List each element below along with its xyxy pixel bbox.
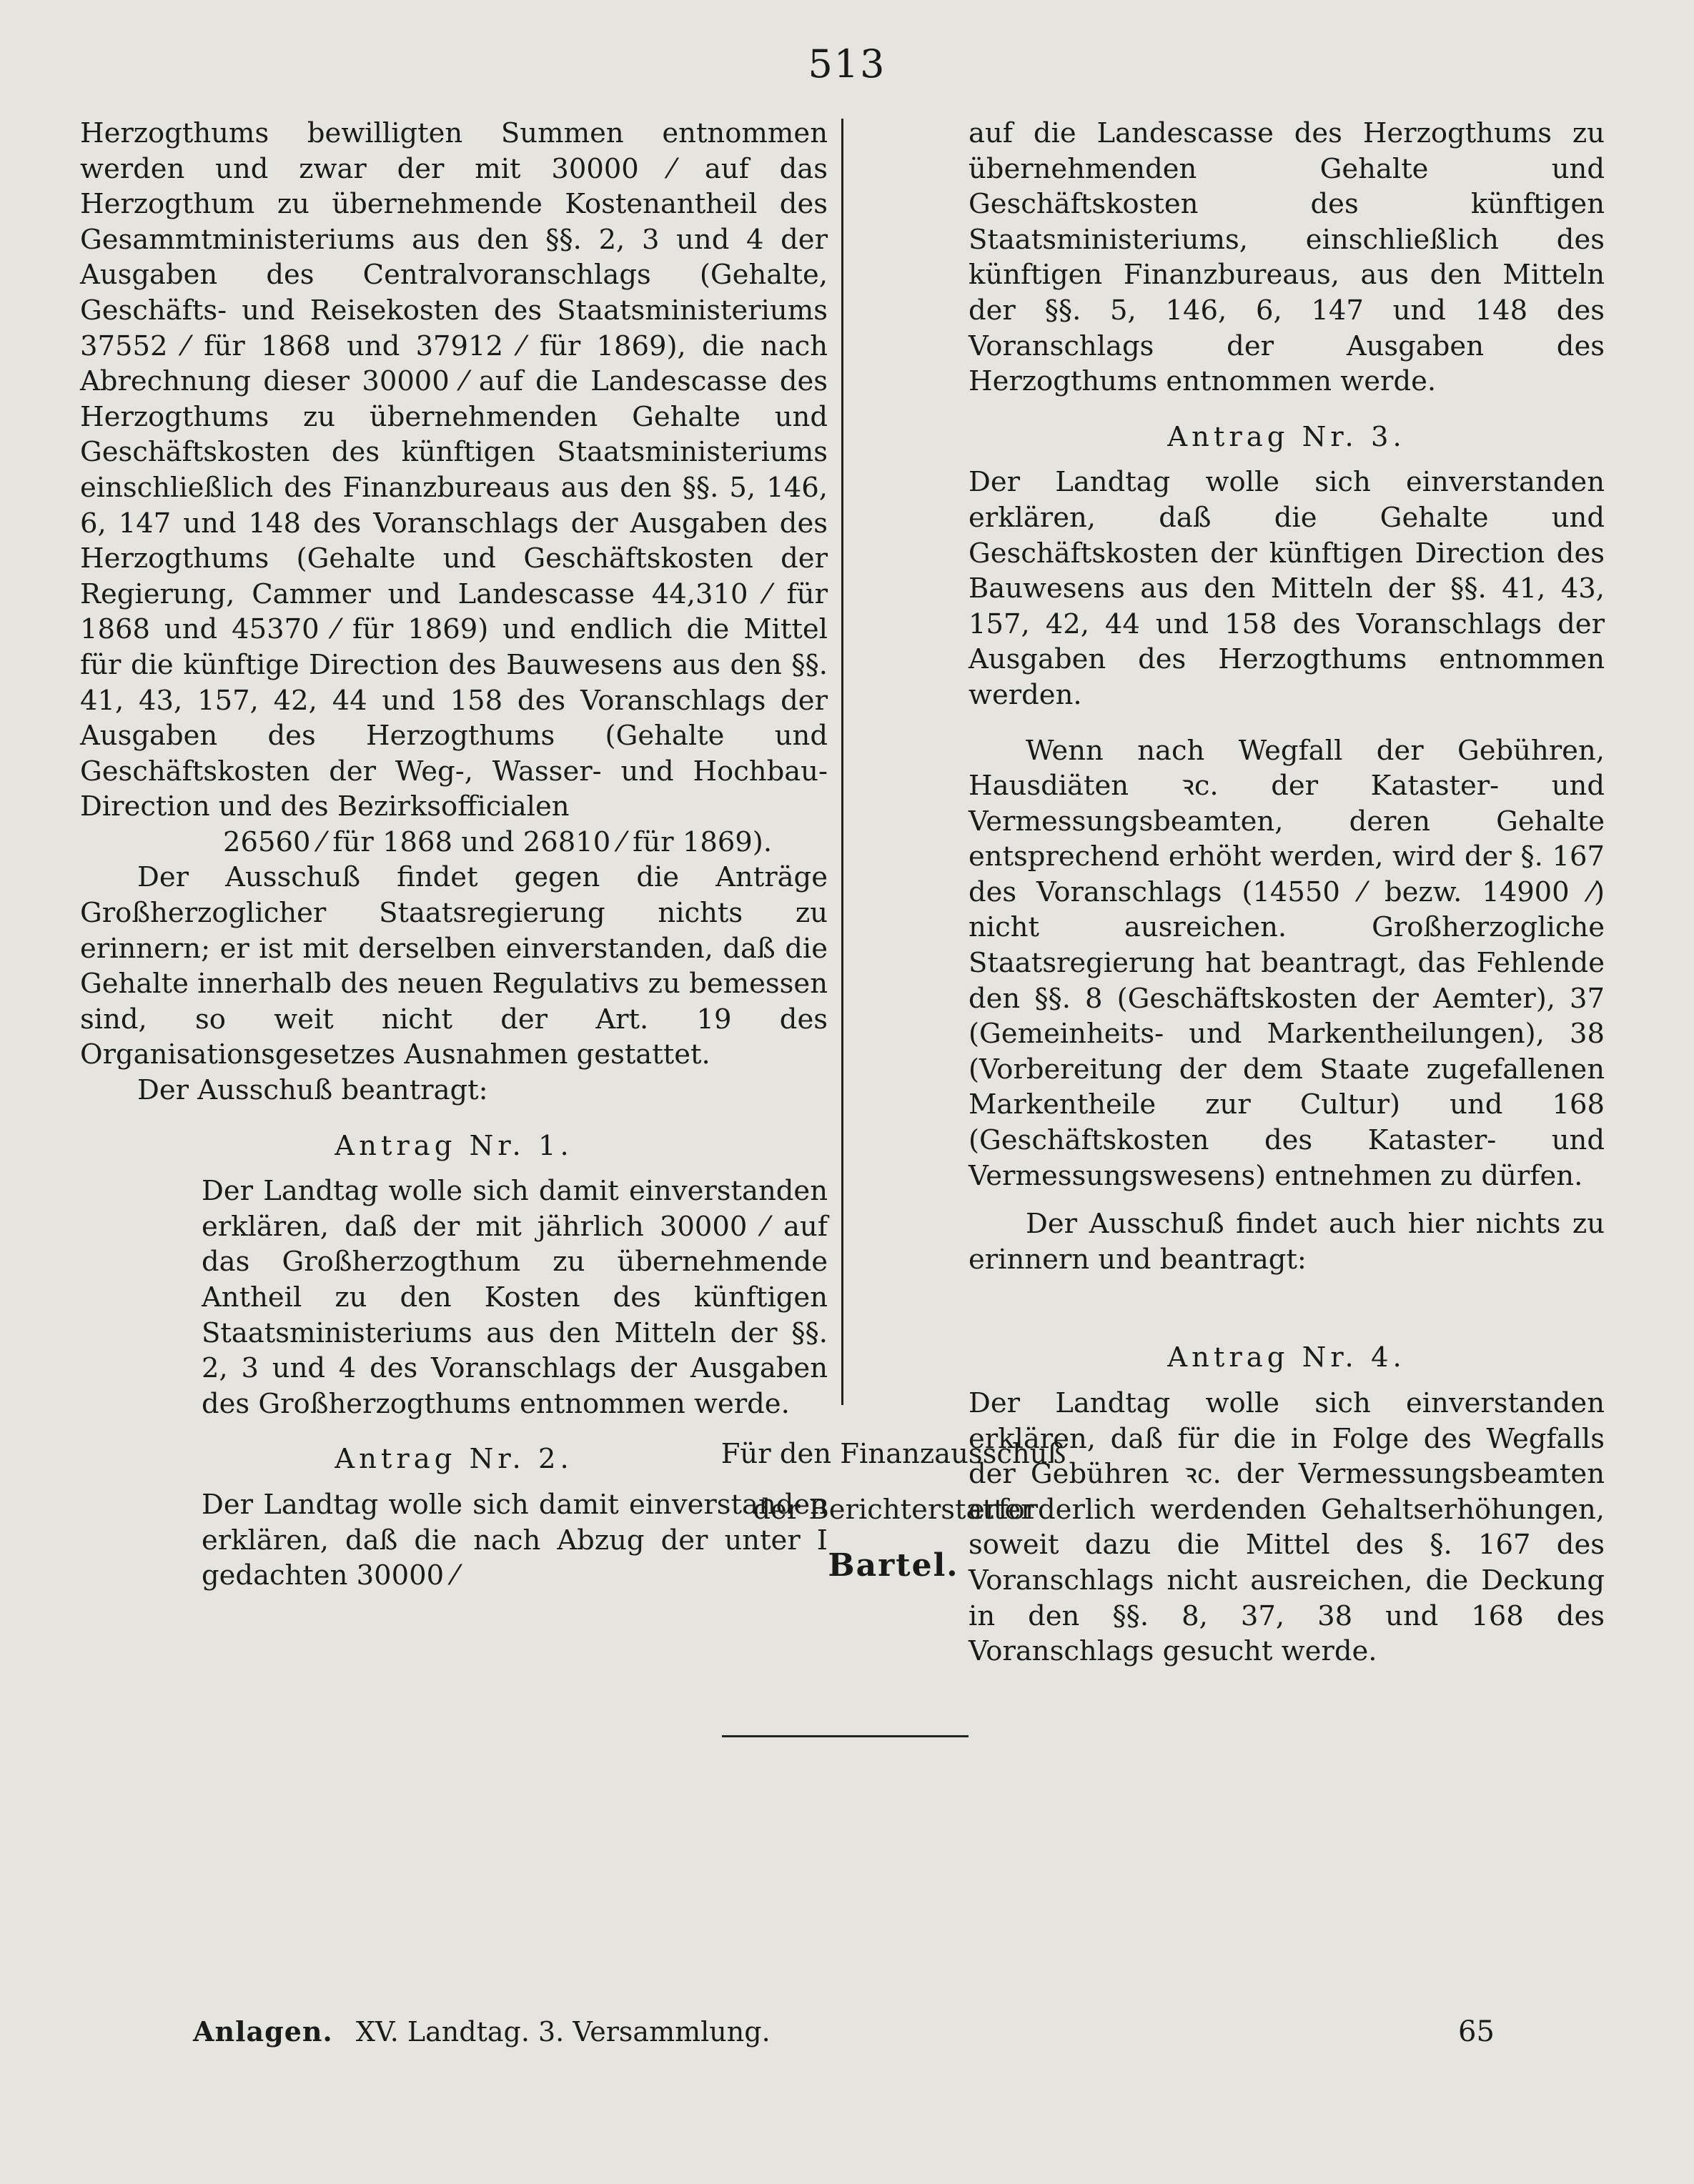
footer-text: XV. Landtag. 3. Versammlung. (355, 2016, 771, 2047)
paragraph: Der Ausschuß findet auch hier nichts zu erinnern und beantragt: (969, 1208, 1605, 1276)
footer (193, 2015, 771, 2047)
antrag-text: Der Landtag wolle sich damit einverstanden erklären, daß die nach Abzug der unter I gedachten 30000 ⁄ (202, 1488, 828, 1592)
antrag-heading: Antrag Nr. 3. (1167, 420, 1406, 453)
antrag-text: Der Landtag wolle sich damit einverstanden erklären, daß der mit jährlich 30000 ⁄ auf das Großherzogthum zu übernehmende Antheil zu den Kosten des künftigen Staatsministeriums aus den Mitteln der §§. 2, 3 und 4 des Voranschlags der Ausgaben des Großherzogthums entnommen werde. (202, 1175, 828, 1420)
signature-line: Für den Finanzausschuß (720, 1438, 1066, 1470)
paragraph: Der Ausschuß findet gegen die Anträge Großherzoglicher Staatsregierung nichts zu erinnern; er ist mit derselben einverstanden, daß die Gehalte innerhalb des neuen Regulativs zu bemessen sind, so weit nicht der Art. 19 des Organisationsgesetzes Ausnahmen gestattet. (80, 861, 828, 1071)
signature-block (643, 1436, 1144, 1584)
paragraph: Der Ausschuß beantragt: (137, 1074, 488, 1107)
left-column (80, 116, 828, 1594)
antrag-heading: Antrag Nr. 1. (335, 1129, 573, 1162)
paragraph: Herzogthums bewilligten Summen entnommen werden und zwar der mit 30000 ⁄ auf das Herzogthum zu übernehmende Kostenantheil des Gesammtministeriums aus den §§. 2, 3 und 4 der Ausgaben des Centralvoranschlags (Gehalte, Geschäfts- und Reisekosten des Staatsministeriums 37552 ⁄ für 1868 und 37912 ⁄ für 1869), die nach Abrechnung dieser 30000 ⁄ auf die Landescasse des Herzogthums zu übernehmenden Gehalte und Geschäftskosten des künftigen Staatsministeriums einschließlich des Finanzbureaus aus den §§. 5, 146, 6, 147 und 148 des Voranschlags der Ausgaben des Herzogthums (Gehalte und Geschäftskosten der Regierung, Cammer und Landescasse 44,310 ⁄ für 1868 und 45370 ⁄ für 1869) und endlich die Mittel für die künftige Direction des Bauwesens aus den §§. 41, 43, 157, 42, 44 und 158 des Voranschlags der Ausgaben des Herzogthums (Gehalte und Geschäftskosten der Weg-, Wasser- und Hochbau-Direction und des Bezirksofficialen (80, 117, 828, 823)
antrag-heading: Antrag Nr. 4. (1167, 1341, 1406, 1374)
page-number: 513 (808, 41, 886, 86)
signature-line: der Berichterstatter (753, 1494, 1034, 1526)
paragraph: auf die Landescasse des Herzogthums zu übernehmenden Gehalte und Geschäftskosten des künftigen Staatsministeriums, einschließlich des künftigen Finanzbureaus, aus den Mitteln der §§. 5, 146, 6, 147 und 148 des Voranschlags der Ausgaben des Herzogthums entnommen werde. (969, 117, 1605, 398)
separator-rule (722, 1735, 969, 1737)
paragraph-figures: 26560 ⁄ für 1868 und 26810 ⁄ für 1869). (223, 825, 773, 858)
signature-name: Bartel. (828, 1547, 959, 1584)
column-divider (841, 119, 843, 1405)
sheet-number: 65 (1458, 2015, 1495, 2048)
antrag-heading: Antrag Nr. 2. (335, 1443, 573, 1476)
antrag-text: Der Landtag wolle sich einverstanden erklären, daß die Gehalte und Geschäftskosten der künftigen Direction des Bauwesens aus den Mitteln der §§. 41, 43, 157, 42, 44 und 158 des Voranschlags der Ausgaben des Herzogthums entnommen werden. (969, 466, 1605, 711)
footer-label: Anlagen. (193, 2015, 333, 2047)
paragraph: Wenn nach Wegfall der Gebühren, Hausdiäten ꝛc. der Kataster- und Vermessungsbeamten, deren Gehalte entsprechend erhöht werden, wird der §. 167 des Voranschlags (14550 ⁄ bezw. 14900 ⁄) nicht ausreichen. Großherzogliche Staatsregierung hat beantragt, das Fehlende den §§. 8 (Geschäftskosten der Aemter), 37 (Gemeinheits- und Markentheilungen), 38 (Vorbereitung der dem Staate zugefallenen Markentheile zur Cultur) und 168 (Geschäftskosten des Kataster- und Vermessungswesens) entnehmen zu dürfen. (969, 734, 1605, 1192)
antrag-text: Der Landtag wolle sich einverstanden erklären, daß für die in Folge des Wegfalls der Gebühren ꝛc. der Vermessungsbeamten erforderlich werdenden Gehaltserhöhungen, soweit dazu die Mittel des §. 167 des Voranschlags nicht ausreichen, die Deckung in den §§. 8, 37, 38 und 168 des Voranschlags gesucht werde. (969, 1387, 1605, 1668)
